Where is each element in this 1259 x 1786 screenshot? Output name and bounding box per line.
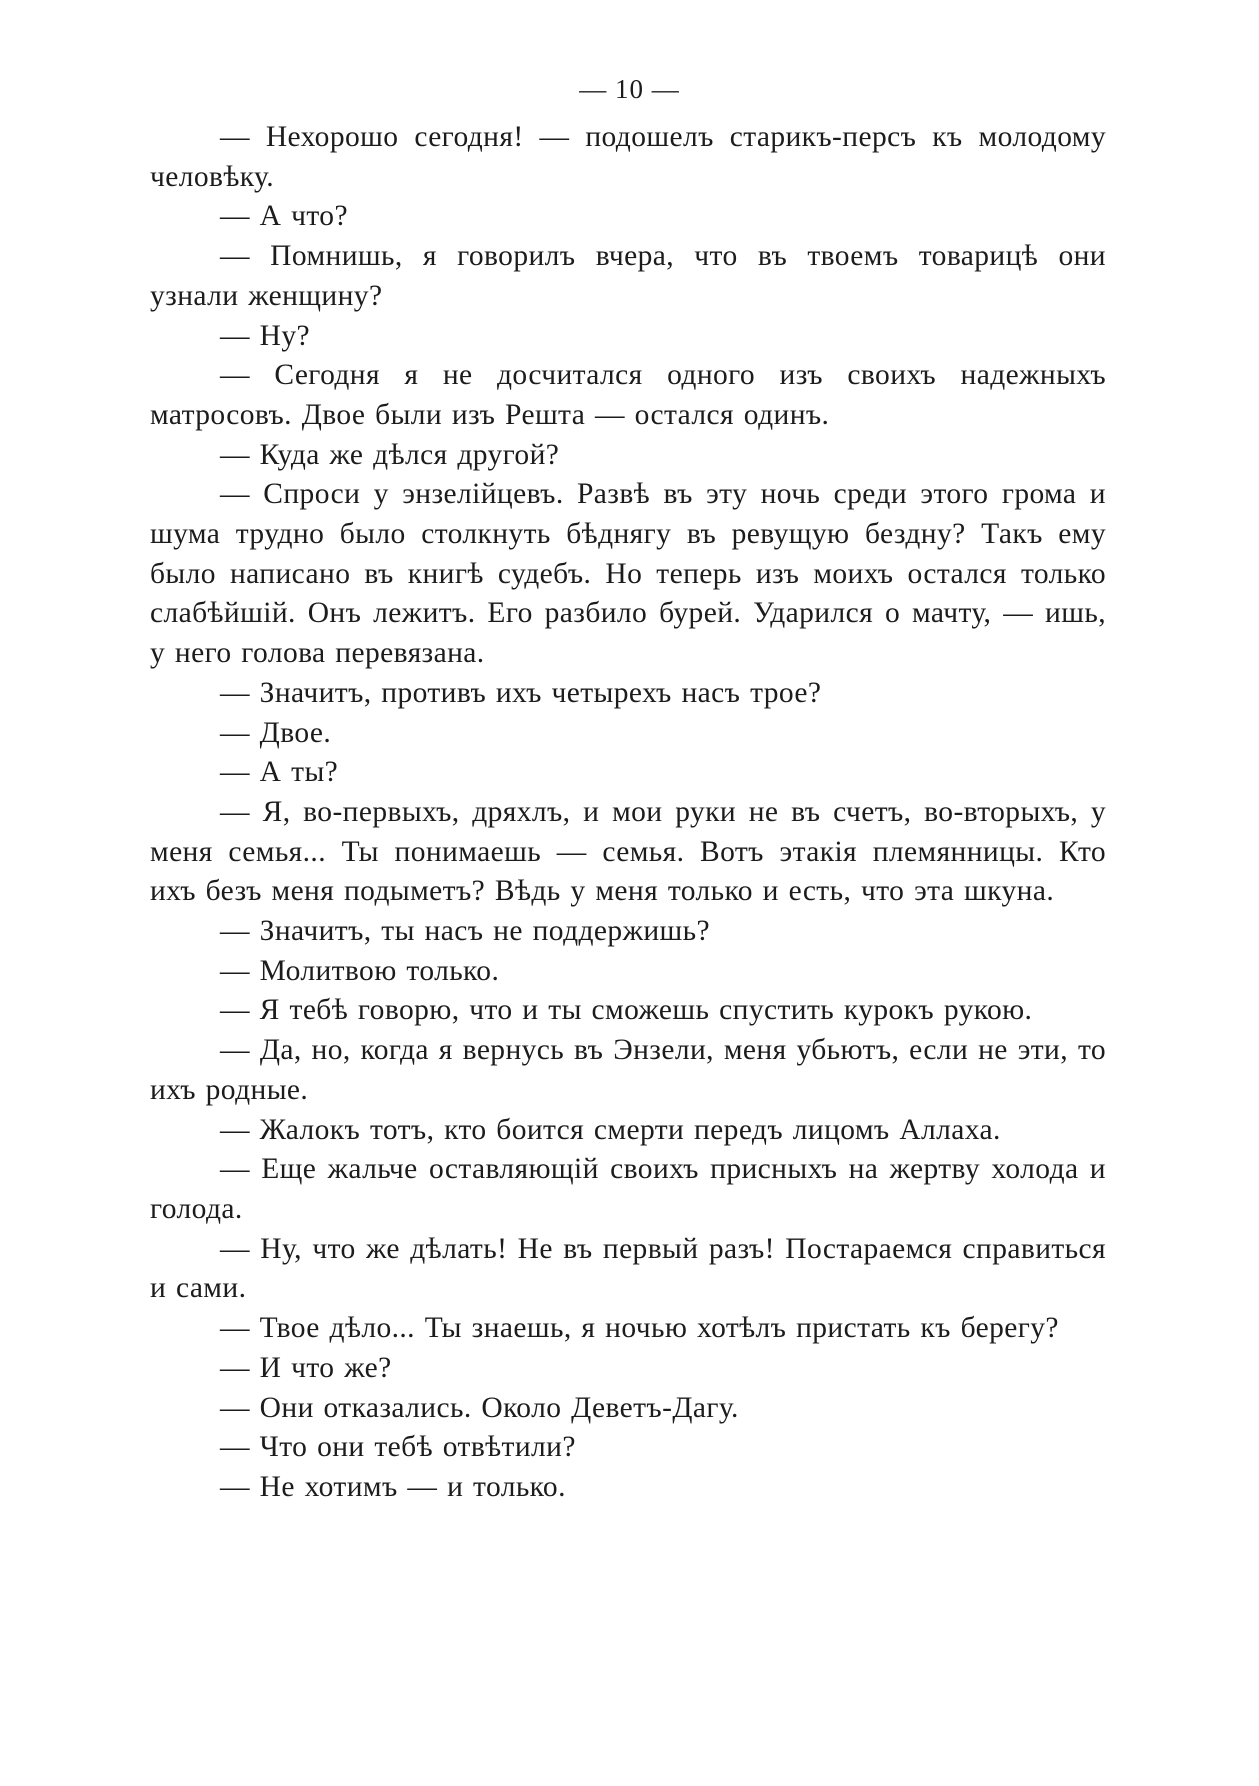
paragraph: — Жалокъ тотъ, кто боится смерти передъ лицомъ Аллаха. — [220, 1113, 1001, 1146]
paragraph: — Я тебѣ говорю, что и ты сможешь спустить курокъ рукою. — [220, 994, 1033, 1027]
paragraph: — Ну, что же дѣлать! Не въ первый разъ! Постараемся справиться и сами. — [150, 1232, 1106, 1305]
paragraph: — Сегодня я не досчитался одного изъ своихъ надежныхъ матросовъ. Двое были изъ Решта — остался одинъ. — [150, 359, 1106, 431]
paragraph: — Они отказались. Около Деветъ-Дагу. — [220, 1391, 739, 1424]
paragraph: — Да, но, когда я вернусь въ Энзели, меня убьютъ, если не эти, то ихъ родные. — [150, 1034, 1106, 1106]
paragraph: — А что? — [220, 200, 348, 233]
paragraph: — Твое дѣло... Ты знаешь, я ночью хотѣлъ пристать къ берегу? — [220, 1312, 1059, 1345]
paragraph: — Куда же дѣлся другой? — [220, 438, 560, 471]
page-number: — 10 — — [579, 74, 680, 104]
paragraph: — А ты? — [220, 756, 339, 789]
paragraph: — Молитвою только. — [220, 954, 500, 987]
paragraph: — Ну? — [220, 319, 311, 352]
paragraph: — Спроси у энзелійцевъ. Развѣ въ эту ночь среди этого грома и шума трудно было столкнуть бѣднягу въ ревущую бездну? Такъ ему было написано въ книгѣ судебъ. Но теперь изъ моихъ остался только слабѣйшій. Онъ лежитъ. Его разбило бурей. Ударился о мачту, — ишь, у него голова перевязана. — [150, 478, 1106, 670]
paragraph: — Нехорошо сегодня! — подошелъ старикъ-персъ къ молодому человѣку. — [150, 121, 1106, 193]
paragraph: — Что они тебѣ отвѣтили? — [220, 1431, 576, 1464]
paragraph: — Двое. — [220, 716, 332, 749]
paragraph: — Я, во-первыхъ, дряхлъ, и мои руки не въ счетъ, во-вторыхъ, у меня семья... Ты понимаешь — семья. Вотъ этакія племянницы. Кто ихъ безъ меня подыметъ? Вѣдь у меня только и есть, что эта шкуна. — [150, 795, 1106, 908]
text-body — [150, 118, 1106, 1508]
paragraph: — Значитъ, противъ ихъ четырехъ насъ трое? — [220, 676, 822, 709]
paragraph: — Значитъ, ты насъ не поддержишь? — [220, 915, 710, 948]
paragraph: — И что же? — [220, 1351, 392, 1384]
paragraph: — Помнишь, я говорилъ вчера, что въ твоемъ товарицѣ они узнали женщину? — [150, 240, 1106, 312]
paragraph: — Еще жальче оставляющій своихъ присныхъ на жертву холода и голода. — [150, 1153, 1106, 1225]
paragraph: — Не хотимъ — и только. — [220, 1470, 566, 1503]
